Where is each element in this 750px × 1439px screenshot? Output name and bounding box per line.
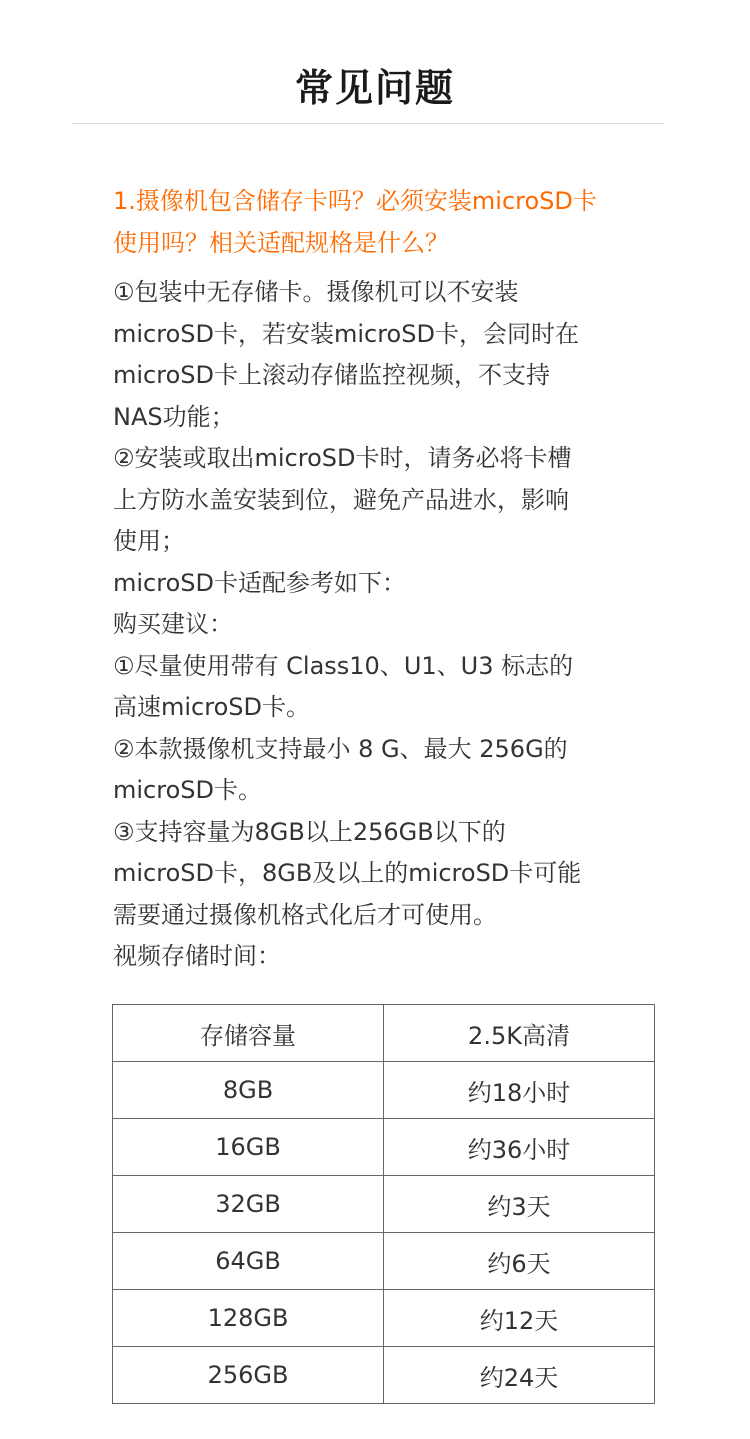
table-row: [113, 1290, 655, 1347]
answer-line: microSD卡，若安装microSD卡，会同时在: [113, 319, 579, 348]
duration-cell: 约3天: [384, 1176, 655, 1233]
answer-line: 高速microSD卡。: [113, 693, 310, 721]
answer-line: microSD卡，8GB及以上的microSD卡可能: [113, 859, 582, 887]
duration-cell: 约6天: [384, 1233, 655, 1290]
capacity-cell: 64GB: [113, 1233, 384, 1290]
table-row: [113, 1119, 655, 1176]
faq-answer: [113, 272, 673, 978]
title-divider: [72, 123, 664, 124]
answer-line: ③支持容量为8GB以上256GB以下的: [113, 817, 506, 846]
capacity-cell: 32GB: [113, 1176, 384, 1233]
answer-line: microSD卡适配参考如下：: [113, 568, 406, 597]
question-line: 1.摄像机包含储存卡吗？必须安装microSD卡: [113, 187, 597, 215]
answer-line: ①包装中无存储卡。摄像机可以不安装: [113, 278, 519, 306]
answer-line: ②本款摄像机支持最小 8 G、最大 256G的: [113, 734, 568, 763]
storage-time-table: [112, 1004, 655, 1404]
capacity-cell: 8GB: [113, 1062, 384, 1119]
answer-line: microSD卡。: [113, 776, 262, 804]
duration-cell: 约24天: [384, 1347, 655, 1404]
header-capacity: 存储容量: [113, 1005, 384, 1062]
table-row: [113, 1176, 655, 1233]
duration-cell: 约12天: [384, 1290, 655, 1347]
answer-line: 视频存储时间：: [113, 942, 281, 970]
capacity-cell: 256GB: [113, 1347, 384, 1404]
answer-line: 使用；: [113, 527, 185, 555]
answer-line: NAS功能；: [113, 402, 235, 431]
answer-line: 购买建议：: [113, 610, 233, 638]
table-row: [113, 1062, 655, 1119]
capacity-cell: 128GB: [113, 1290, 384, 1347]
question-line: 使用吗？相关适配规格是什么？: [113, 229, 449, 257]
answer-line: 上方防水盖安装到位，避免产品进水，影响: [113, 485, 569, 514]
table-header-row: [113, 1005, 655, 1062]
capacity-cell: 16GB: [113, 1119, 384, 1176]
duration-cell: 约36小时: [384, 1119, 655, 1176]
answer-line: 需要通过摄像机格式化后才可使用。: [113, 900, 497, 929]
table-row: [113, 1347, 655, 1404]
header-resolution: 2.5K高清: [384, 1005, 655, 1062]
page-title: 常见问题: [294, 66, 455, 110]
duration-cell: 约18小时: [384, 1062, 655, 1119]
answer-line: ①尽量使用带有 Class10、U1、U3 标志的: [113, 651, 574, 680]
answer-line: microSD卡上滚动存储监控视频，不支持: [113, 361, 550, 389]
faq-question: [113, 180, 673, 264]
table-row: [113, 1233, 655, 1290]
answer-line: ②安装或取出microSD卡时，请务必将卡槽: [113, 444, 572, 472]
